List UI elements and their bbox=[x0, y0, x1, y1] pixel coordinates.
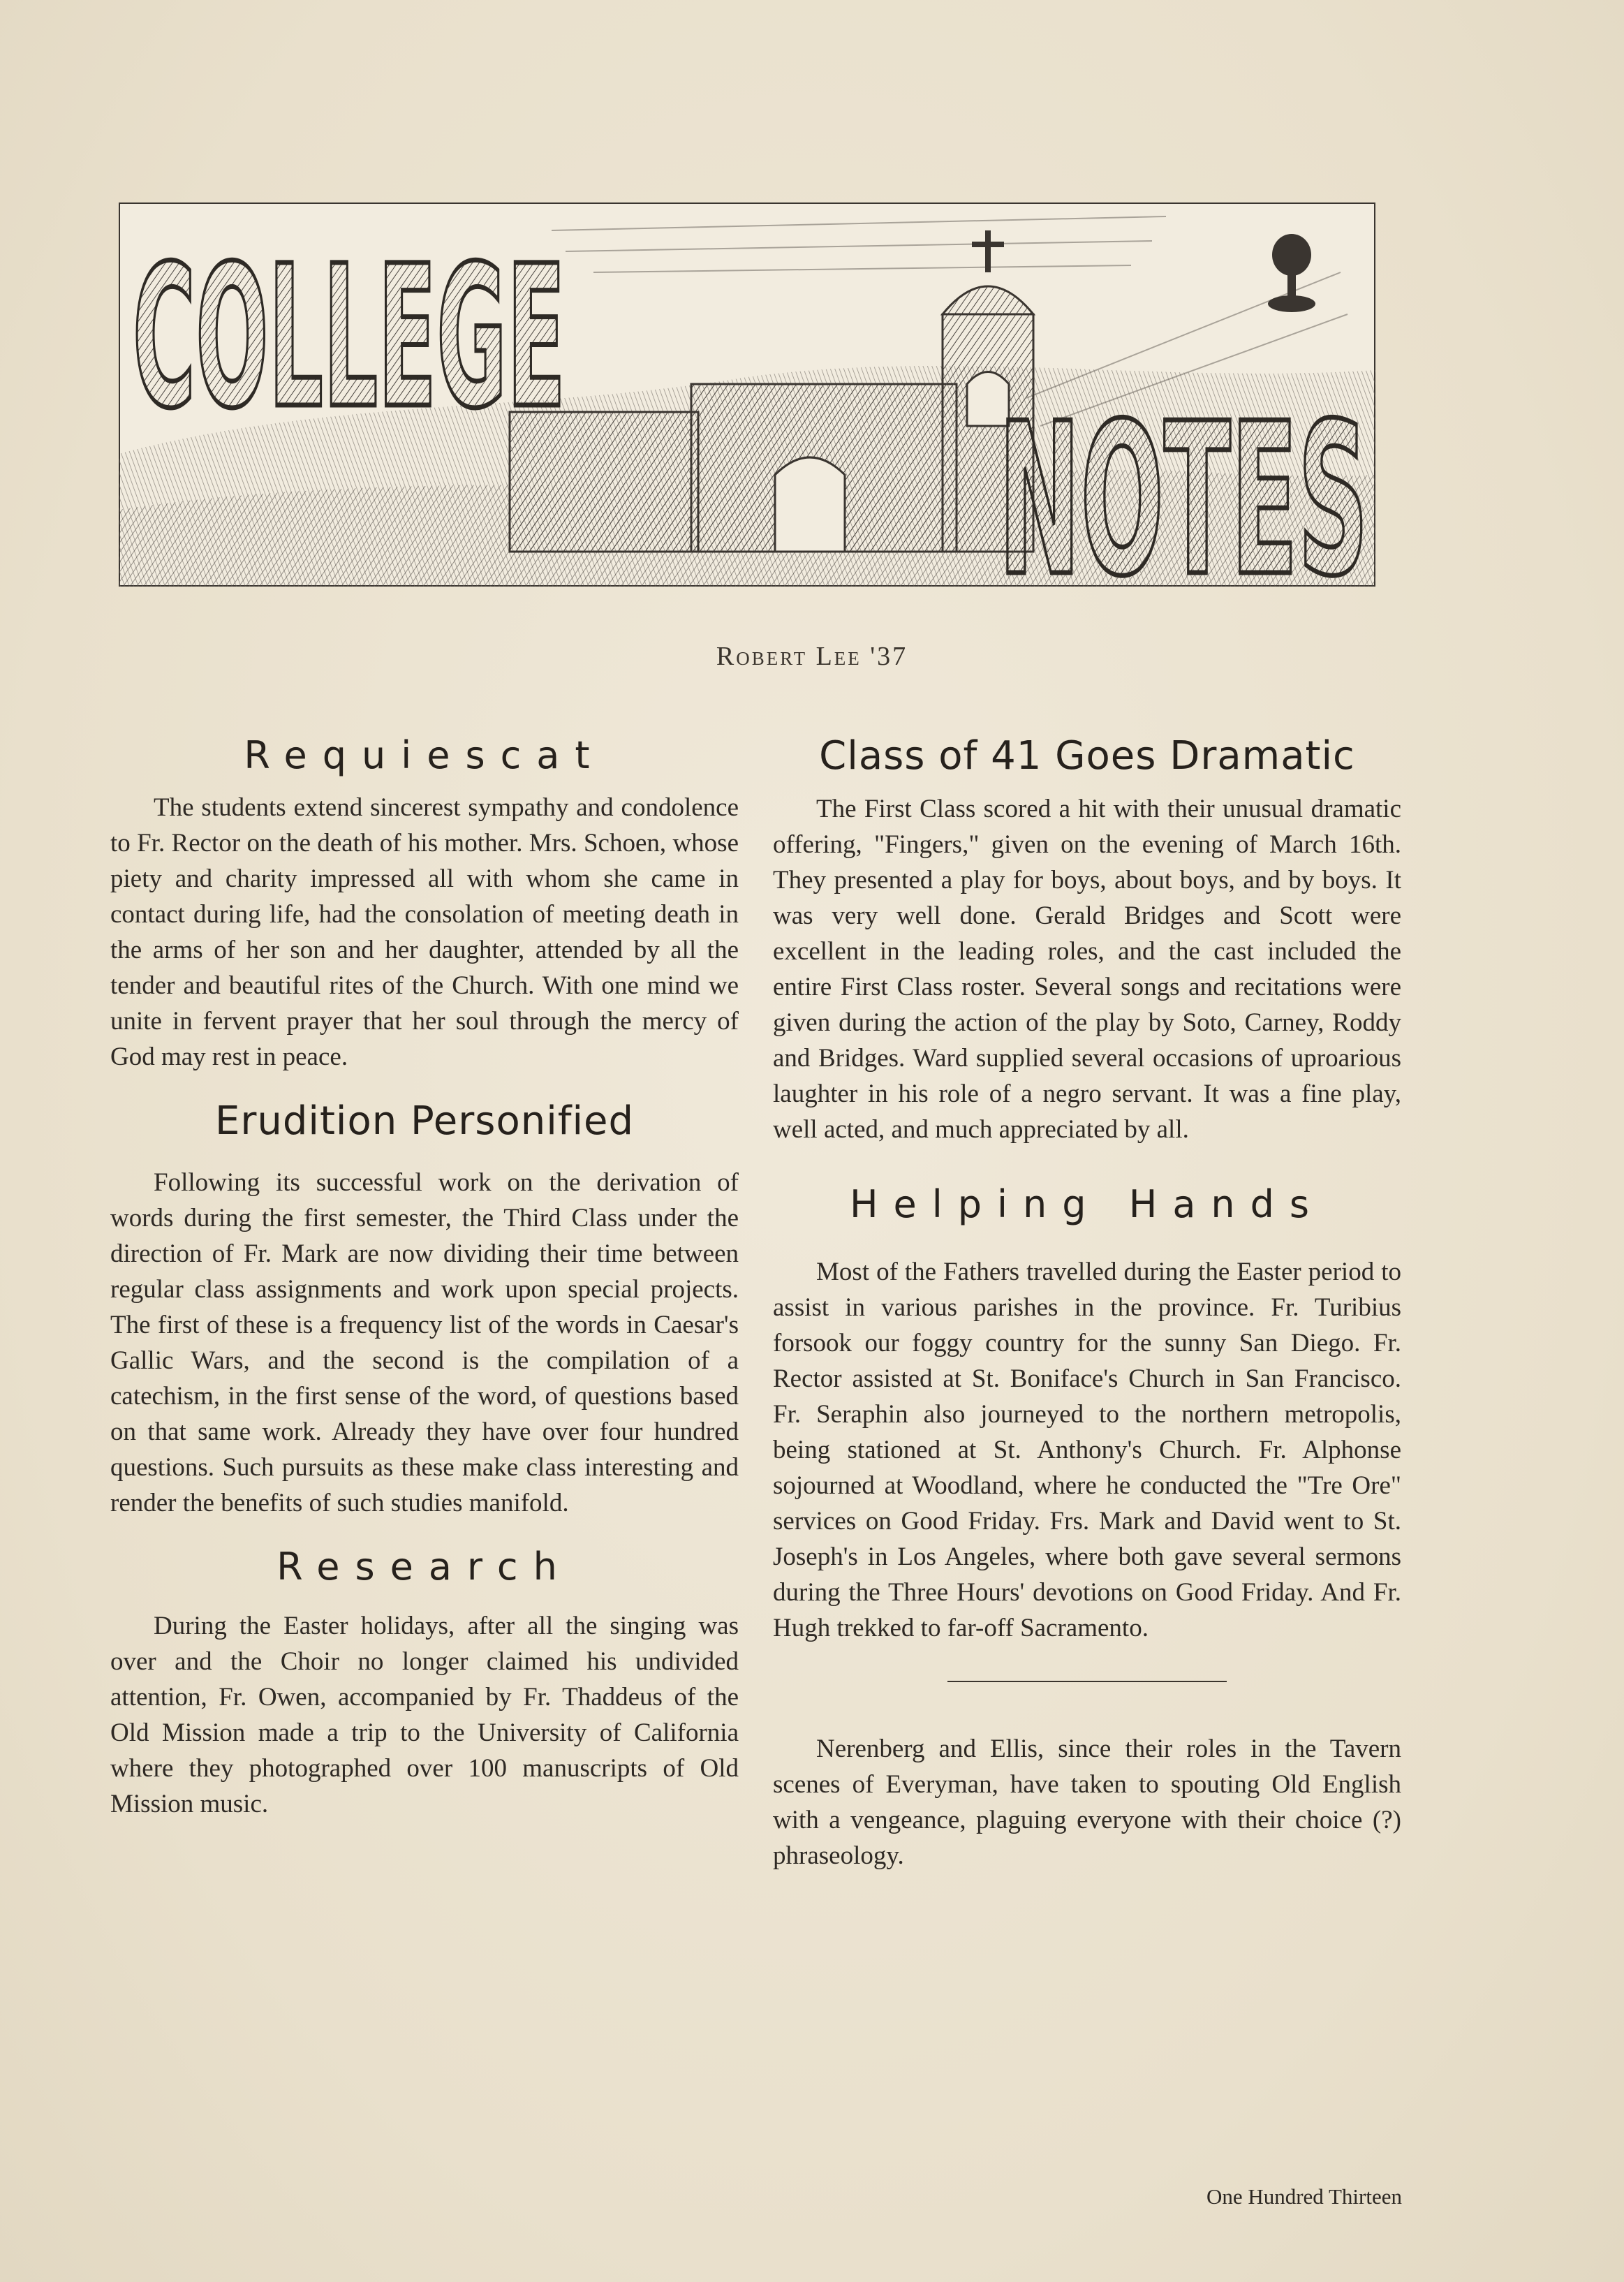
heading-helping-hands: Helping Hands bbox=[849, 1182, 1325, 1226]
nerenberg-ellis-note: Nerenberg and Ellis, since their roles in the Tavern scenes of Everyman, have taken to spouting Old English with a vengeance, plaguing everyone with their choice (?) phraseology. bbox=[773, 1735, 1401, 1870]
college-notes-banner bbox=[119, 203, 1375, 587]
heading-erudition-personified: Erudition Personified bbox=[214, 1098, 635, 1144]
research-body: During the Easter holidays, after all the singing was over and the Choir no longer claimed his undivided attention, Fr. Owen, accompanied by Fr. Thaddeus of the Old Mission made a trip to the University of California where they photographed over 100 manuscripts of Old Mission music. bbox=[110, 1612, 739, 1818]
page-number-footer: One Hundred Thirteen bbox=[1206, 2184, 1402, 2209]
byline: Robert Lee '37 bbox=[716, 642, 908, 671]
heading-class-of-41: Class of 41 Goes Dramatic bbox=[819, 733, 1355, 779]
banner-word-college: COLLEGE bbox=[133, 224, 566, 452]
left-column bbox=[110, 733, 739, 1822]
requiescat-body: The students extend sincerest sympathy and condolence to Fr. Rector on the death of his mother. Mrs. Schoen, whose piety and charity impressed all with whom she came in contact during life, had the consolation of meeting death in the arms of her son and her daughter, attended by all the tender and beautiful rites of the Church. With one mind we unite in fervent prayer that her soul through the mercy of God may rest in peace. bbox=[110, 793, 739, 1071]
right-column bbox=[773, 733, 1401, 1874]
banner-illustration bbox=[119, 203, 1375, 587]
class-of-41-body: The First Class scored a hit with their unusual dramatic offering, "Fingers," given on the evening of March 16th. They presented a play for boys, about boys, and by boys. It was very well done. Gerald Bridges and Scott were excellent in the leading roles, and the cast included the entire First Class roster. Several songs and recitations were given during the action of the play by Soto, Carney, Roddy and Bridges. Ward supplied several occasions of uproarious laughter in his role of a negro servant. It was a fine play, well acted, and much appreciated by all. bbox=[773, 795, 1401, 1144]
banner-word-notes: NOTES bbox=[998, 378, 1368, 587]
section-divider bbox=[947, 1681, 1227, 1682]
erudition-body: Following its successful work on the derivation of words during the first semester, the Third Class under the direction of Fr. Mark are now dividing their time between regular class assignments and work upon special projects. The first of these is a frequency list of the words in Caesar's Gallic Wars, and the second is the compilation of a catechism, in the first sense of the word, of questions based on that same work. Already they have over four hundred questions. Such pursuits as these make class interesting and render the benefits of such studies manifold. bbox=[110, 1168, 739, 1517]
heading-requiescat: Requiescat bbox=[244, 733, 605, 777]
helping-hands-body: Most of the Fathers travelled during the Easter period to assist in various parishes in the province. Fr. Turibius forsook our foggy country for the sunny San Diego. Fr. Rector assisted at St. Boniface's Church in San Francisco. Fr. Seraphin also journeyed to the northern metropolis, being stationed at St. Anthony's Church. Fr. Alphonse sojourned at Woodland, where he conducted the "Tre Ore" services on Good Friday. Frs. Mark and David went to St. Joseph's in Los Angeles, where both gave several sermons during the Three Hours' devotions on Good Friday. And Fr. Hugh trekked to far-off Sacramento. bbox=[773, 1258, 1401, 1642]
heading-research: Research bbox=[276, 1545, 573, 1589]
